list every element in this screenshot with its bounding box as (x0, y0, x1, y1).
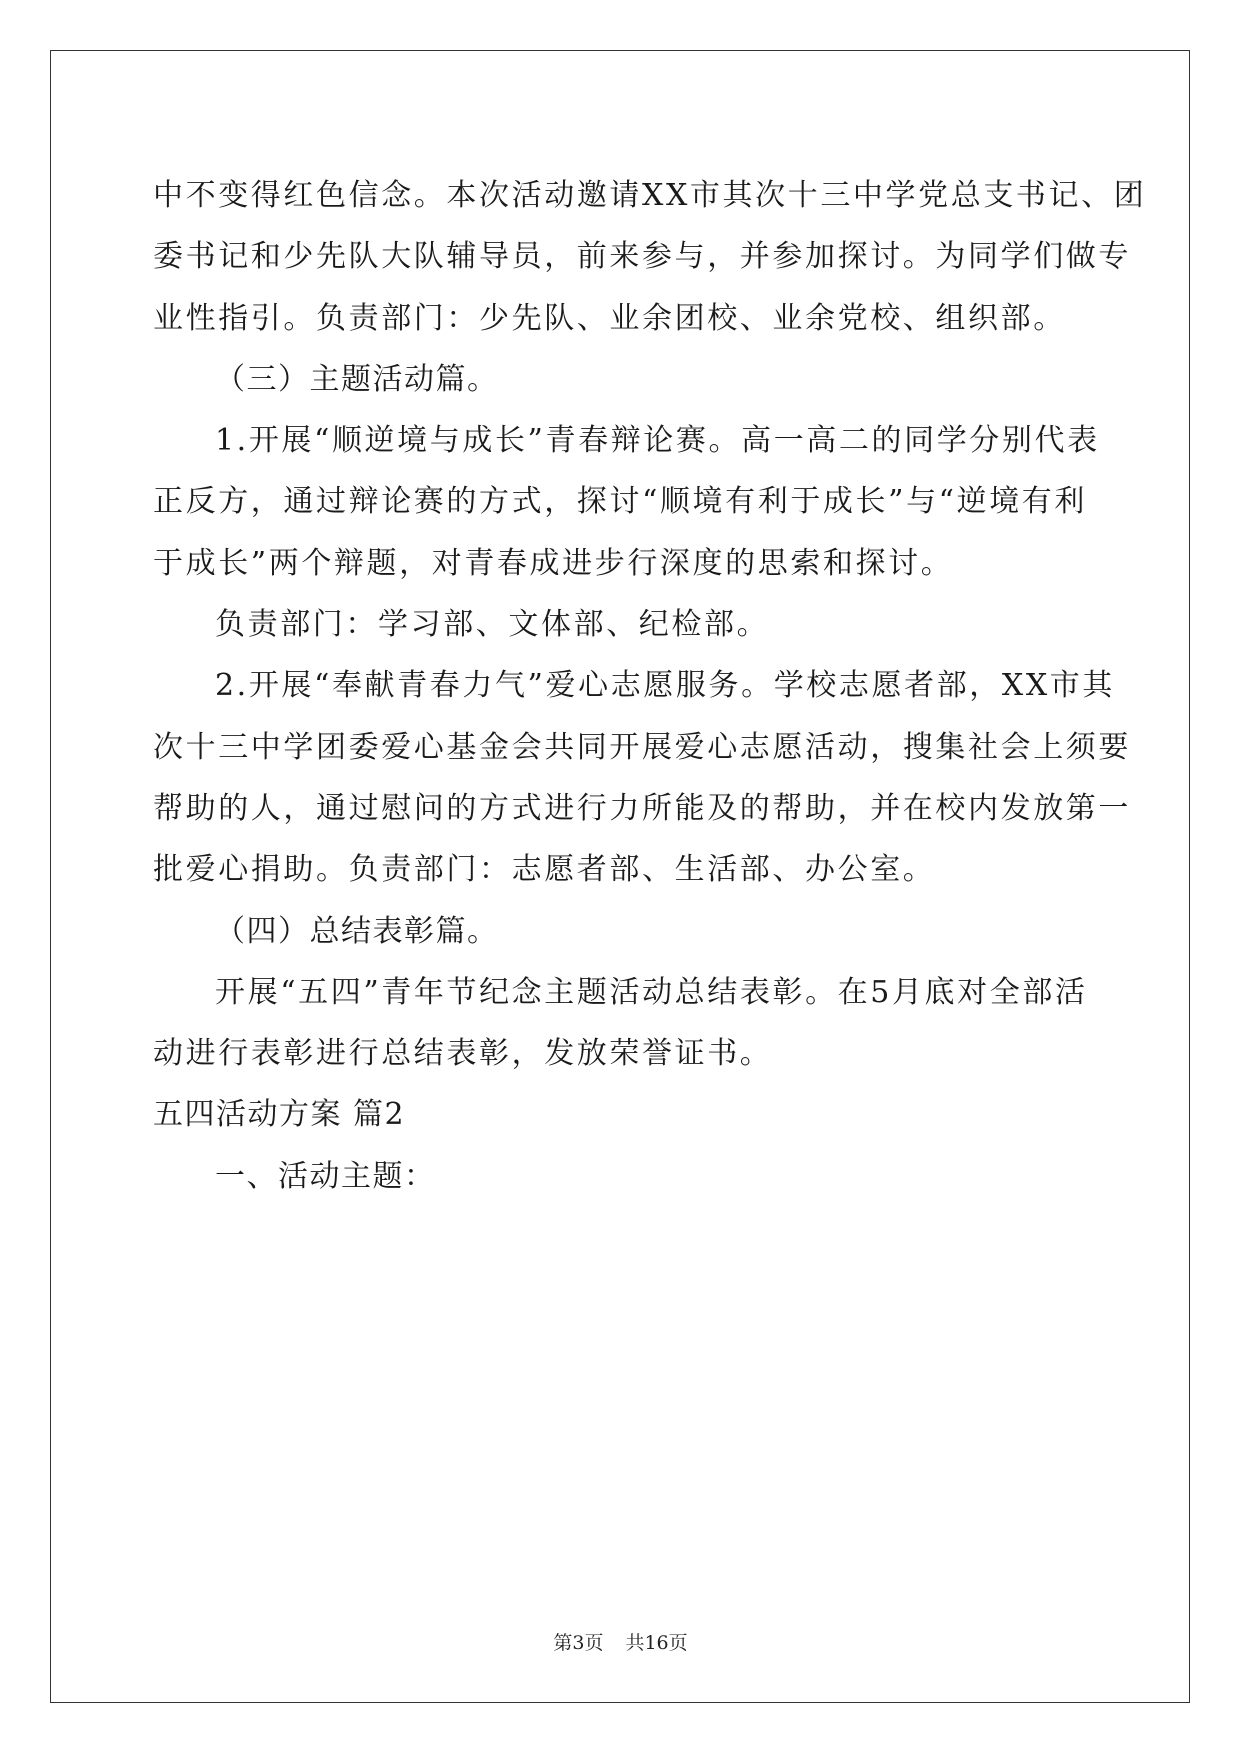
paragraph-line: 动进行表彰进行总结表彰，发放荣誉证书。 (153, 1036, 773, 1072)
document-body (153, 165, 1147, 1207)
page-footer (0, 1628, 1241, 1655)
paragraph-line: 业性指引。负责部门：少先队、业余团校、业余党校、组织部。 (153, 300, 1066, 336)
paragraph-line: 开展“五四”青年节纪念主题活动总结表彰。在5月底对全部活 (215, 974, 1088, 1010)
paragraph-line: 次十三中学团委爱心基金会共同开展爱心志愿活动，搜集社会上须要 (153, 729, 1131, 765)
paragraph-line: 中不变得红色信念。本次活动邀请XX市其次十三中学党总支书记、团 (153, 178, 1147, 213)
paragraph-line: 帮助的人，通过慰问的方式进行力所能及的帮助，并在校内发放第一 (153, 790, 1131, 826)
article-title: 五四活动方案 篇2 (153, 1097, 406, 1133)
paragraph-line: 2.开展“奉献青春力气”爱心志愿服务。学校志愿者部，XX市其 (215, 668, 1116, 704)
section-heading: （三）主题活动篇。 (215, 361, 499, 397)
section-heading: 一、活动主题： (215, 1158, 436, 1194)
paragraph-line: 批爱心捐助。负责部门：志愿者部、生活部、办公室。 (153, 852, 936, 888)
paragraph-line: 1.开展“顺逆境与成长”青春辩论赛。高一高二的同学分别代表 (215, 423, 1100, 459)
paragraph-line: 正反方，通过辩论赛的方式，探讨“顺境有利于成长”与“逆境有利 (153, 484, 1088, 520)
page-total: 共16页 (625, 1632, 688, 1654)
section-heading: （四）总结表彰篇。 (215, 913, 499, 949)
paragraph-line: 于成长”两个辩题，对青春成进步行深度的思索和探讨。 (153, 545, 954, 581)
paragraph-line: 委书记和少先队大队辅导员，前来参与，并参加探讨。为同学们做专 (153, 239, 1131, 275)
paragraph-line: 负责部门：学习部、文体部、纪检部。 (215, 607, 770, 643)
page-number: 第3页 (553, 1632, 604, 1654)
